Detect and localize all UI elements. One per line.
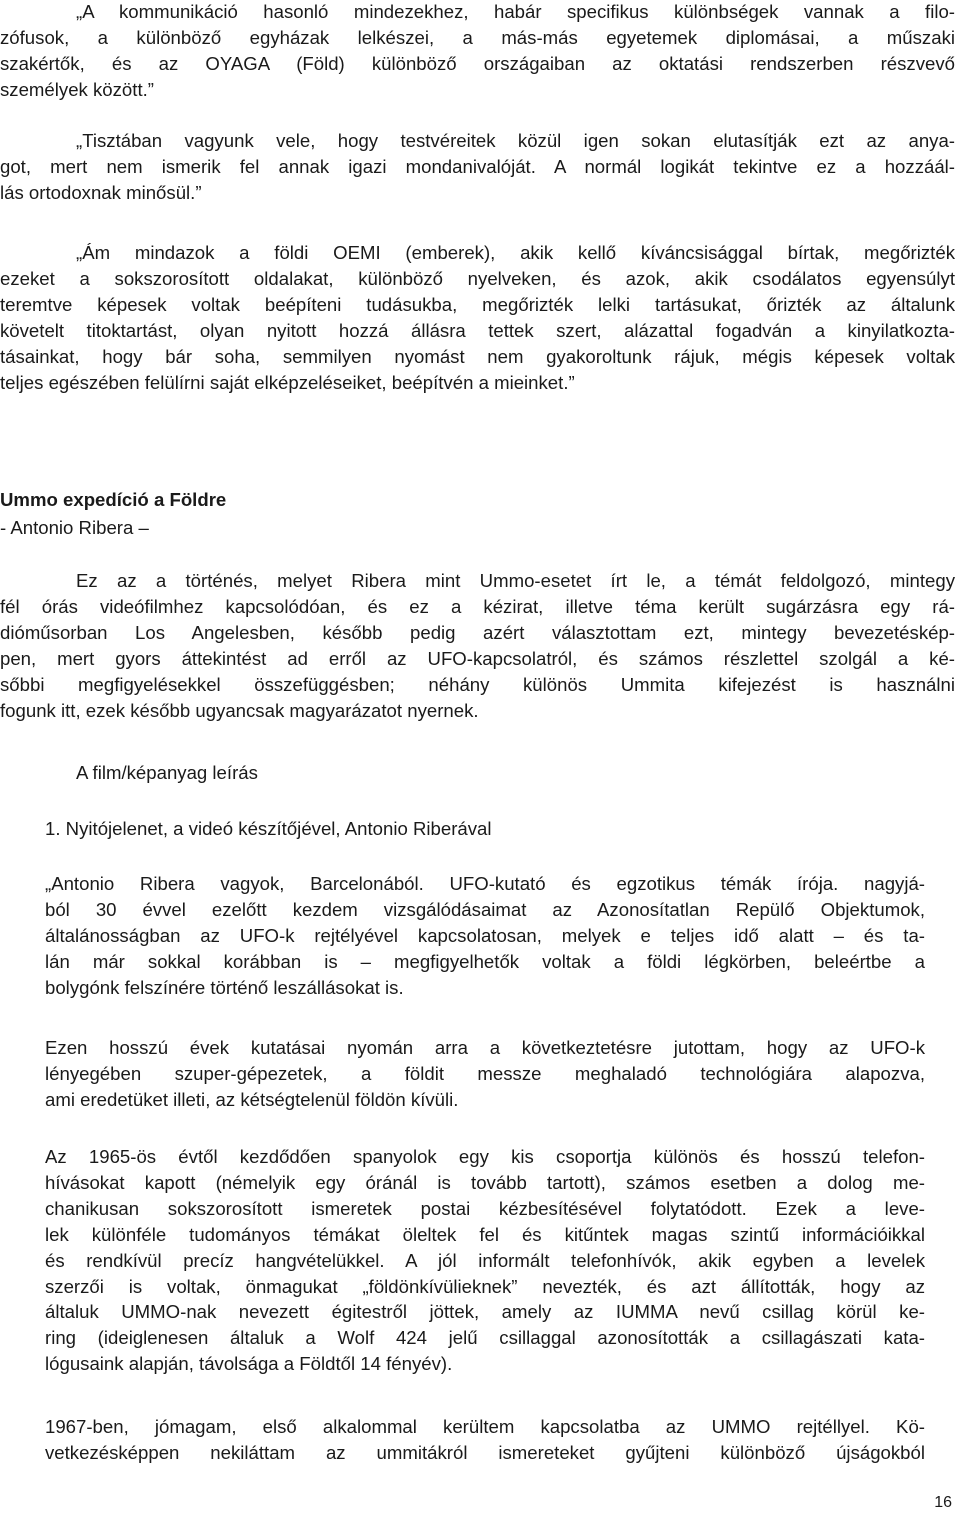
text-line: és rendkívül precíz hangvételükkel. A jól informált telefonhívók, akik egyben a levelek [45,1249,925,1271]
text-line: szerzői is voltak, önmagukat „földönkívülieknek” nevezték, és azt állították, hogy az [45,1275,925,1297]
subheading-film-description [76,760,258,786]
text-line: Ez az a történés, melyet Ribera mint Ummo-esetet írt le, a témát feldolgozó, mintegy [76,570,955,591]
text-line: bolygónk felszínére történő leszállásokat is. [45,976,404,998]
text-line: hívásokat kapott (némelyik egy óránál is tovább tartott), számos esetben a dolog me- [45,1171,925,1193]
paragraph-ufo-conclusion [45,1035,925,1113]
text-line: Ezen hosszú évek kutatásai nyomán arra a következtetésre jutottam, hogy az UFO-k [45,1037,925,1058]
text-line: teljes egészében felülírni saját elképzeléseiket, beépítvén a mieinket.” [0,371,575,393]
text-line: lán már sokkal korábban is – megfigyelhetők voltak a földi légkörben, beleértbe a [45,950,925,972]
page-number: 16 [934,1494,952,1511]
text-line: követelt titoktartást, olyan nyitott hozzá állásra tettek szert, alázattal fogadván a kinyilatkozta- [0,319,955,341]
text-line: lás ortodoxnak minősül.” [0,181,202,203]
text-line: pen, mert gyors áttekintést ad erről az UFO-kapcsolatról, és számos részlettel szolgál a ké- [0,647,955,669]
text-line: vetkezésképpen nekiláttam az ummitákról ismereteket gyűjteni különböző újságokból [45,1441,925,1463]
text-line: teremtve képesek voltak beépíteni tudásukba, megőrizték lelki tartásukat, őrizték az általunk [0,293,955,315]
text-line: általuk UMMO-nak nevezett égitestről jöttek, amely az IUMMA nevű csillag körül ke- [45,1301,925,1323]
paragraph-quote-ribera-intro [45,871,925,1001]
paragraph-quote-communication [0,0,955,103]
text-line: ezeket a sokszorosított oldalakat, különböző nyelveken, és azok, akik csodálatos egyensúlyt [0,267,955,289]
text-line: tásainkat, hogy bár soha, semmilyen nyomást nem gyakoroltunk rájuk, mégis képesek voltak [0,345,955,367]
text-line: chanikusan sokszorosított ismeretek postai kézbesítésével folytatódott. Ezek a leve- [45,1197,925,1219]
text-line: „A kommunikáció hasonló mindezekhez, habár specifikus különbségek vannak a filo- [76,1,955,22]
paragraph-1967-contact [45,1414,925,1466]
text-line: szakértők, és az OYAGA (Föld) különböző országaiban az oktatási rendszerben részvevő [0,52,955,74]
text-line: lek különféle tudományos témákat öleltek fel és kitűntek magas szintű információikkal [45,1223,925,1245]
text-line: „Antonio Ribera vagyok, Barcelonából. UFO-kutató és egzotikus témák írója. nagyjá- [45,873,925,894]
numbered-item-opening-scene [45,816,492,842]
text-line: sőbbi megfigyelésekkel összefüggésben; néhány különös Ummita kifejezést is használni [0,673,955,695]
section-author [0,515,149,541]
text-line: got, mert nem ismerik fel annak igazi mondanivalóját. A normál logikát tekintve ez a hozzáál- [0,155,955,177]
text-line: „Tisztában vagyunk vele, hogy testvéreitek közül igen sokan elutasítják ezt az anya- [76,130,955,151]
text-line: lógusaink alapján, távolsága a Földtől 14 fényév). [45,1353,453,1375]
text-line: ami eredetüket illeti, az kétségtelenül földön kívüli. [45,1088,459,1110]
paragraph-1965-calls [45,1144,925,1377]
text-line: dióműsorban Los Angelesben, később pedig azért választottam ezt, mintegy bevezetéskép- [0,621,955,643]
paragraph-quote-oemi [0,240,955,395]
text-line: fogunk itt, ezek később ugyancsak magyarázatot nyernek. [0,699,479,721]
text-line: 1967-ben, jómagam, első alkalommal kerültem kapcsolatba az UMMO rejtéllyel. Kö- [45,1416,925,1437]
text-line: ring (ideiglenesen általuk a Wolf 424 jelű csillaggal azonosították a csillagászati kata- [45,1327,925,1349]
text-line: lényegében szuper-gépezetek, a földit messze meghaladó technológiára alapozva, [45,1062,925,1084]
text-line: Az 1965-ös évtől kezdődően spanyolok egy kis csoportja különös és hosszú telefon- [45,1146,925,1167]
text-line: személyek között.” [0,78,154,100]
text-line: „Ám mindazok a földi OEMI (emberek), akik kellő kíváncsisággal bírtak, megőrizték [76,242,955,263]
paragraph-quote-brothers [0,128,955,206]
author-line: - Antonio Ribera – [0,517,149,538]
text-line: ból 30 évvel ezelőtt kezdem vizsgálódásaimat az Azonosítatlan Repülő Objektumok, [45,898,925,920]
subheading-text: A film/képanyag leírás [76,762,258,783]
text-line: általánosságban az UFO-k rejtélyével kapcsolatosan, melyek e teljes idő alatt – és ta- [45,924,925,946]
text-line: fél órás videófilmhez kapcsolódóan, és ez a kézirat, illetve téma került sugárzásra egy rá- [0,595,955,617]
paragraph-intro-ribera [0,568,955,723]
section-title: Ummo expedíció a Földre [0,489,227,510]
text-line: zófusok, a különböző egyházak lelkészei, a más-más egyetemek diplomásai, a műszaki [0,26,955,48]
item-text: 1. Nyitójelenet, a videó készítőjével, Antonio Riberával [45,818,492,839]
